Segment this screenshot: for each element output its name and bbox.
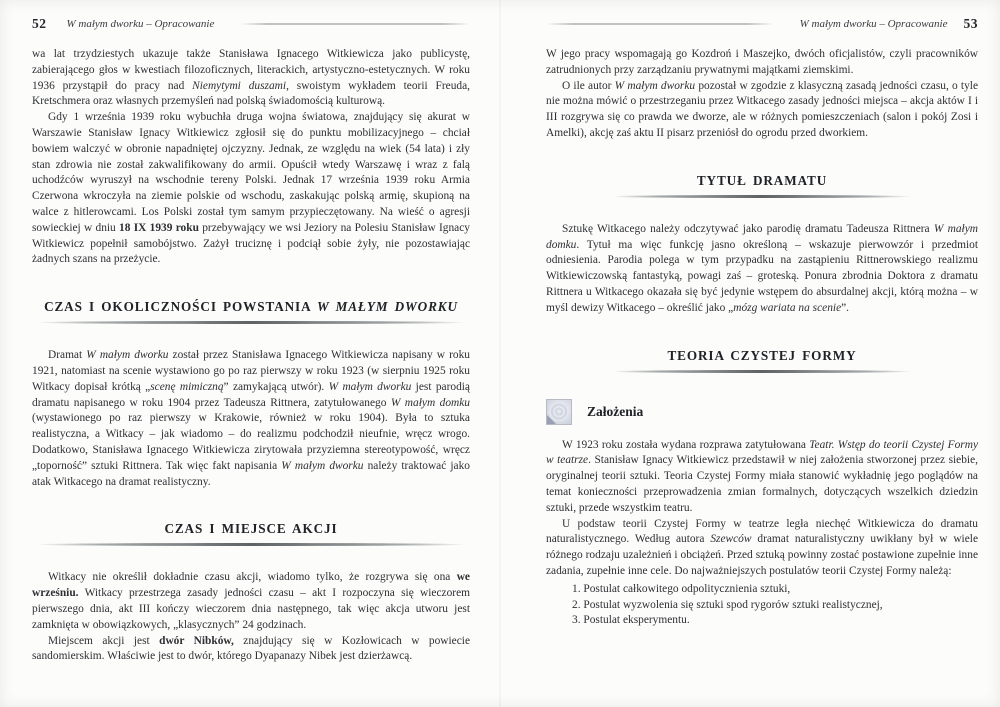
paragraph-witkiewicz-publicysta: wa lat trzydziestych ukazuje także Stanisława Ignacego Witkiewicza jako publicystę, zabierającego głos w kwestiach filozoficznych, literackich, artystyczno-estetycznych. W roku 1936 przystąpił do pracy nad Niemytymi duszami, swoistym wykładem teorii Freuda, Kretschmera oraz własnych przemyśleń nad polską świadomością kulturową. [32, 48, 470, 108]
section-heading: TEORIA CZYSTEJ FORMY [667, 347, 857, 363]
page-right [500, 0, 1000, 707]
running-head-rule [546, 23, 774, 25]
page-number: 53 [963, 16, 978, 31]
page-number: 52 [32, 16, 47, 31]
subsection-label: Założenia [587, 403, 644, 419]
heading-rule [34, 543, 468, 546]
running-title: W małym dworku – Opracowanie [66, 18, 215, 30]
postulaty-list [546, 582, 978, 629]
paragraph-powstanie-dramatu: Dramat W małym dworku został przez Stanisława Ignacego Witkiewicza napisany w roku 1921, natomiast na scenie wystawiono go po raz pierwszy w roku 1923 (w sierpniu 1925 roku Witkacy dopisał krótką „scenę mimiczną” zamykającą utwór). W małym dworku jest parodią dramatu napisanego w roku 1904 przez Tadeusza Rittnera, zatytułowanego W małym domku (wystawionego po raz pierwszy w Krakowie, również w roku 1904). Była to sztuka realistyczna, a Witkacy – jak wiadomo – do realizmu podchodził nieufnie, wręcz wrogo. Dodatkowo, Stanisława Ignacego Witkiewicza zirytowała przyziemna stereotypowość, wręcz „toporność” sztuki Rittnera. Tak więc fakt napisania W małym dworku należy traktować jako atak Witkacego na dramat realistyczny. [32, 349, 470, 488]
rosette-ornament-icon [546, 399, 572, 425]
list-item: 2. Postulat wyzwolenia się sztuki spod rygorów sztuki realistycznej, [572, 598, 883, 611]
heading-rule [34, 321, 468, 324]
running-head-right [546, 16, 978, 32]
paragraph-parodia-tytulu: Sztukę Witkacego należy odczytywać jako parodię dramatu Tadeusza Rittnera W małym domku. Tytuł ma więc funkcję jasno określoną – wskazuje pierwowzór i przedmiot odniesienia. Parodia polega w tym przypadku na zastąpieniu Rittnerowskiego realizmu Witkiewiczowską fantastyką, powagi zaś – groteską. Ponura zbrodnia Doktora z dramatu Rittnera u Witkacego okazała się być jedynie wstępem do absurdalnej akcji, którą można – w myśl dewizy Witkacego – określić jako „mózg wariata na scenie”. [546, 222, 978, 314]
list-item: 1. Postulat całkowitego odpolitycznienia sztuki, [572, 582, 791, 595]
section-czas-i-miejsce-akcji [32, 520, 470, 546]
heading-rule [611, 195, 913, 198]
paragraph-niechec-do-naturalizmu: U podstaw teorii Czystej Formy w teatrze legła niechęć Witkiewicza do dramatu naturalistycznego. Według autora Szewców dramat naturalistyczny uwikłany był w wiele różnego rodzaju uzależnień i obciążeń. Przed sztuką powinny zostać postawione zupełnie inne zadania, zupełnie inne cele. Do najważniejszych postulatów teorii Czystej Formy należą: [546, 517, 978, 577]
heading-rule [611, 370, 913, 373]
running-head-left [32, 16, 470, 32]
paragraph-miejsce-akcji: Miejscem akcji jest dwór Nibków, znajdujący się w Kozłowicach w powiecie sandomierskim. Właściwie jest to dwór, którego Dyapanazy Nibek jest dzierżawcą. [32, 634, 470, 663]
paragraph-jednosc-miejsca: O ile autor W małym dworku pozostał w zgodzie z klasyczną zasadą jedności czasu, o tyle nie można mówić o przestrzeganiu przez Witkacego zasady jedności miejsca – akcja aktów I i III rozgrywa się co prawda we dworze, ale w różnych pomieszczeniach (salon i pokój Zosi i Amelki), akcję zaś aktu II pisarz przeniósł do ogrodu przed dworkiem. [546, 79, 978, 139]
paragraph-wrzesien-1939: Gdy 1 września 1939 roku wybuchła druga wojna światowa, znajdujący się akurat w Warszawie Stanisław Ignacy Witkiewicz zgłosił się do punktu mobilizacyjnego – chciał bowiem walczyć w obronie napadniętej ojczyzny. Jednak, ze względu na wiek (54 lata) i zły stan zdrowia nie został zakwalifikowany do armii. Opuścił wtedy Warszawę i wraz z falą uchodźców wyruszył na wschodnie tereny Polski. Jednak 17 września 1939 roku Armia Czerwona wkroczyła na ziemie polskie od wschodu, zaskakując polską armię, skupioną na walce z hitlerowcami. Los Polski został tym samym przypieczętowany. Na wieść o agresji sowieckiej w dniu 18 IX 1939 roku przebywający we wsi Jeziory na Polesiu Stanisław Ignacy Witkiewicz popełnił samobójstwo. Zażył truciznę i podciął sobie żyły, nie pozostawiając żadnych szans na przeżycie. [32, 111, 470, 266]
paragraph-czas-akcji: Witkacy nie określił dokładnie czasu akcji, wiadomo tylko, że rozgrywa się ona we wrześniu. Witkacy przestrzega zasady jedności czasu – akt I rozpoczyna się wieczorem pierwszego dnia, akt III kończy wieczorem dnia następnego, tak więc akcja utworu jest zamknięta w obowiązkowych, „klasycznych” 24 godzinach. [32, 571, 470, 631]
section-heading: CZAS I OKOLICZNOŚCI POWSTANIA W MAŁYM DWORKU [44, 299, 458, 315]
paragraph-rozprawa-1923: W 1923 roku została wydana rozprawa zatytułowana Teatr. Wstęp do teorii Czystej Formy w teatrze. Stanisław Ignacy Witkiewicz przedstawił w niej założenia stworzonej przez siebie, oryginalnej teorii sztuki. Teoria Czystej Formy miała stanowić wykładnię jego poglądów na temat konieczności przeprowadzenia zmian formalnych, dotyczących wszelkich dziedzin sztuki, przede wszystkim teatru. [546, 438, 979, 514]
subsection-zalozenia [546, 399, 978, 425]
section-teoria-czystej-formy [546, 347, 978, 373]
section-heading: CZAS I MIEJSCE AKCJI [164, 521, 338, 537]
section-tytul-dramatu [546, 172, 978, 198]
running-head-rule [240, 23, 470, 25]
list-item: 3. Postulat eksperymentu. [572, 614, 690, 627]
section-czas-i-okolicznosci [32, 298, 470, 324]
paragraph-kozdron-maszejko: W jego pracy wspomagają go Kozdroń i Maszejko, dwóch oficjalistów, czyli pracowników zatrudnionych przy zarządzaniu prywatnymi majątkami ziemskimi. [546, 48, 978, 76]
section-heading: TYTUŁ DRAMATU [696, 172, 828, 188]
running-title: W małym dworku – Opracowanie [799, 18, 948, 30]
